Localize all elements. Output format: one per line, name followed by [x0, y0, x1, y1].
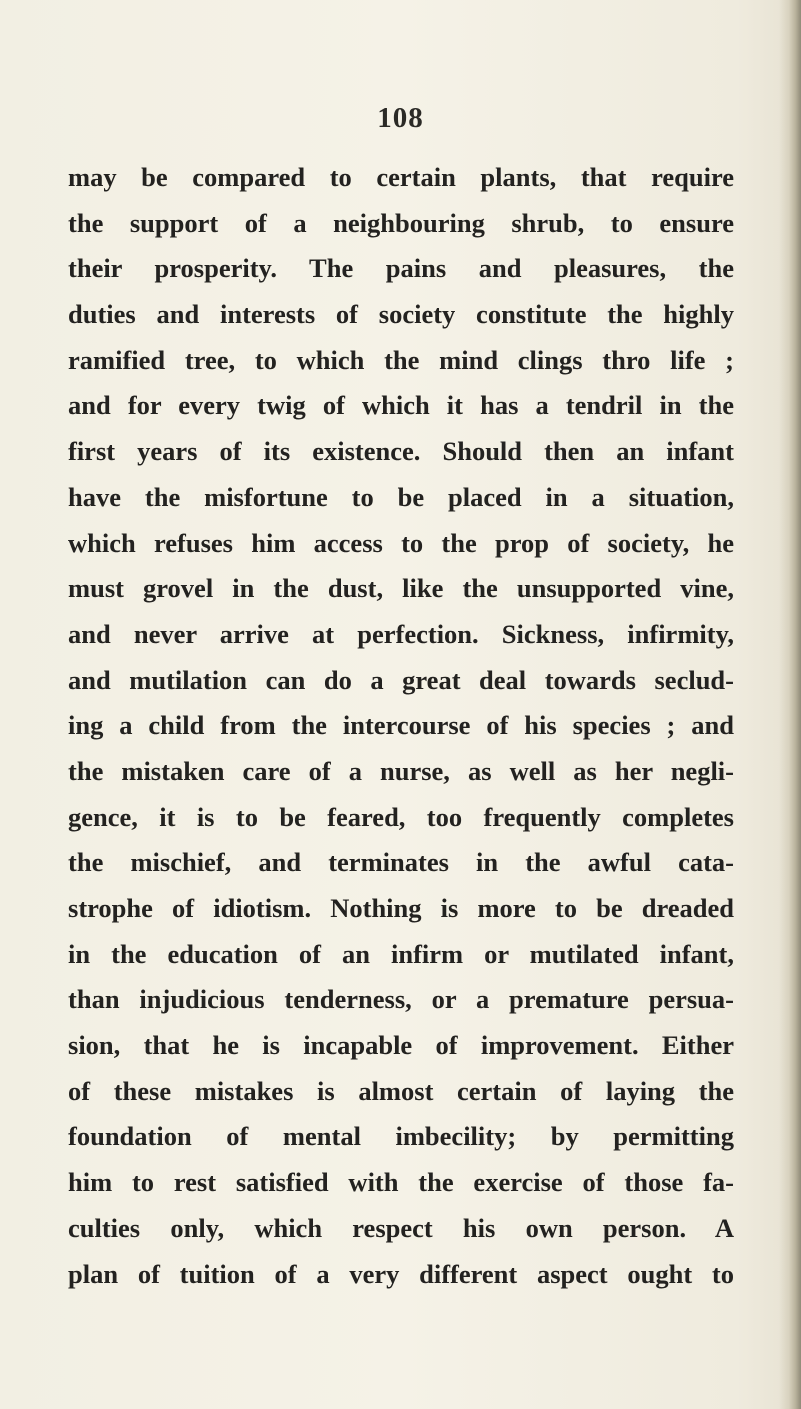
text-line: must grovel in the dust, like the unsupported vine,	[68, 573, 734, 604]
text-line: plan of tuition of a very different aspect ought to	[68, 1258, 734, 1289]
page-edge-shadow	[779, 0, 801, 1409]
text-line: than injudicious tenderness, or a premature persua-	[68, 984, 734, 1015]
text-line: ramified tree, to which the mind clings thro life ;	[68, 344, 734, 375]
text-line: in the education of an infirm or mutilated infant,	[68, 938, 734, 969]
text-line: their prosperity. The pains and pleasures, the	[68, 253, 734, 284]
text-line: and for every twig of which it has a tendril in the	[68, 390, 734, 421]
text-line: first years of its existence. Should then an infant	[68, 436, 734, 467]
text-line: foundation of mental imbecility; by permitting	[68, 1121, 734, 1152]
text-line: the mistaken care of a nurse, as well as her negli-	[68, 755, 734, 786]
body-text	[68, 155, 734, 1297]
text-line: may be compared to certain plants, that require	[68, 162, 734, 192]
text-line: gence, it is to be feared, too frequently completes	[68, 801, 734, 832]
text-line: the mischief, and terminates in the awful cata-	[68, 847, 734, 878]
text-line: him to rest satisfied with the exercise of those fa-	[68, 1167, 734, 1198]
text-line: culties only, which respect his own person. A	[68, 1212, 734, 1243]
text-line: and mutilation can do a great deal towards seclud-	[68, 664, 734, 695]
text-line: duties and interests of society constitute the highly	[68, 299, 734, 330]
text-line: and never arrive at perfection. Sickness, infirmity,	[68, 618, 734, 649]
text-line: the support of a neighbouring shrub, to ensure	[68, 207, 734, 238]
text-line: strophe of idiotism. Nothing is more to be dreaded	[68, 893, 734, 923]
text-line: sion, that he is incapable of improvement. Either	[68, 1030, 734, 1061]
page-number: 108	[377, 102, 424, 134]
text-line: which refuses him access to the prop of society, he	[68, 527, 734, 558]
text-line: ing a child from the intercourse of his species ; and	[68, 710, 734, 741]
text-line: have the misfortune to be placed in a situation,	[68, 481, 734, 512]
text-line: of these mistakes is almost certain of laying the	[68, 1075, 734, 1106]
